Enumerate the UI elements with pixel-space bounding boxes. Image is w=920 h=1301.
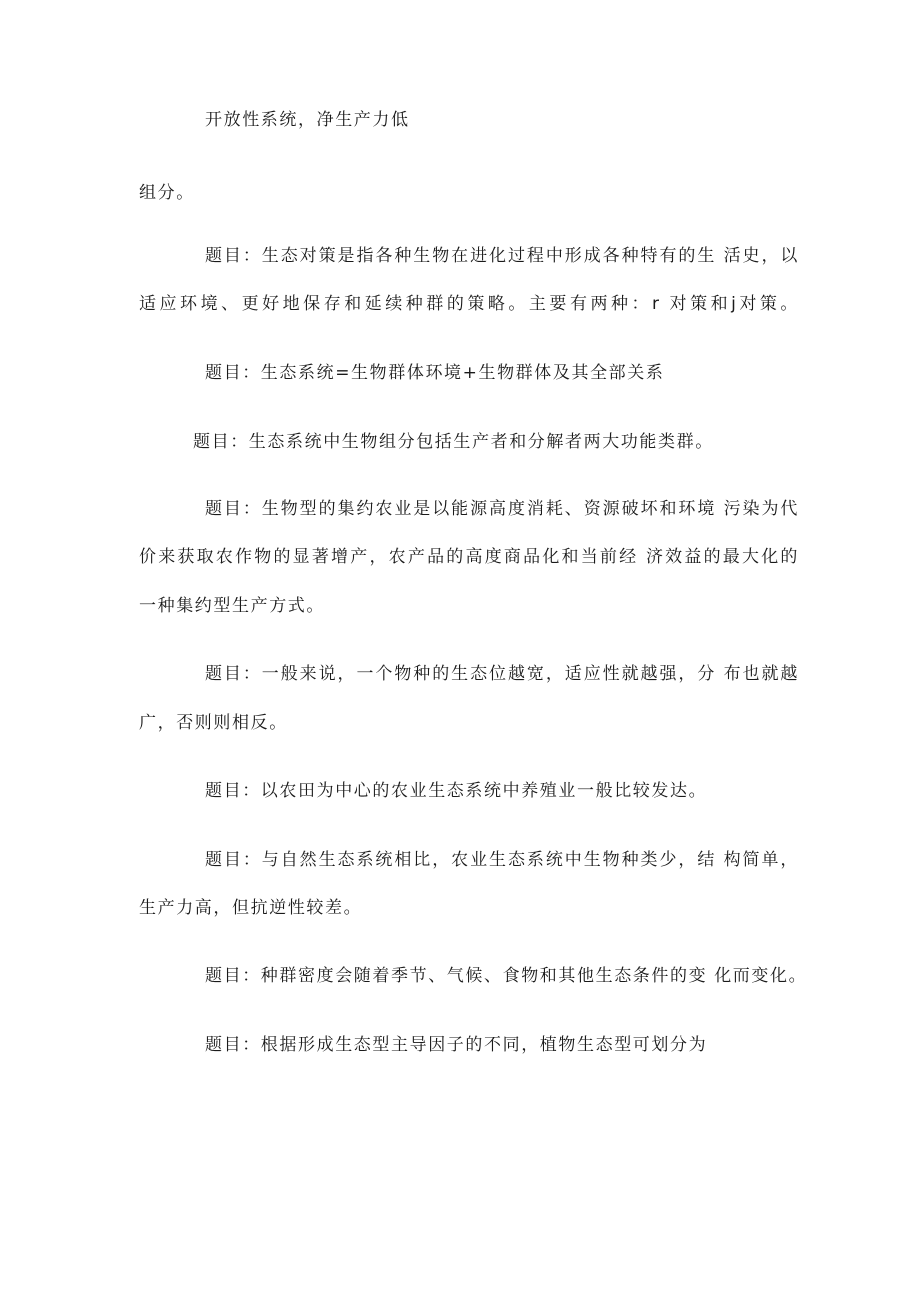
question-line: 题目：生物型的集约农业是以能源高度消耗、资源破坏和环境 污染为代 xyxy=(205,499,799,519)
question-line: 题目：一般来说，一个物种的生态位越宽，适应性就越强，分 布也就越 xyxy=(205,664,799,684)
question-line: 题目：生态系统=生物群体环境+生物群体及其全部关系 xyxy=(205,363,665,383)
question-line: 题目：与自然生态系统相比，农业生态系统中生物种类少，结 构简单， xyxy=(205,850,799,870)
text-line: 开放性系统，净生产力低 xyxy=(205,110,410,130)
text-line: 价来获取农作物的显著增产，农产品的高度商品化和当前经 济效益的最大化的 xyxy=(139,547,799,567)
text-line: 生产力高，但抗逆性较差。 xyxy=(139,898,363,918)
text-line: 适应环境、更好地保存和延续种群的策略。主要有两种：r 对策和j对策。 xyxy=(139,294,799,314)
question-line: 题目：以农田为中心的农业生态系统中养殖业一般比较发达。 xyxy=(205,781,708,801)
text-line: 一种集约型生产方式。 xyxy=(139,596,325,616)
question-line: 题目：生态系统中生物组分包括生产者和分解者两大功能类群。 xyxy=(193,432,714,452)
text-line: 组分。 xyxy=(139,183,195,203)
question-line: 题目：生态对策是指各种生物在进化过程中形成各种特有的生 活史，以 xyxy=(205,246,799,266)
question-line: 题目：根据形成生态型主导因子的不同，植物生态型可划分为 xyxy=(205,1035,708,1055)
text-line: 广，否则则相反。 xyxy=(139,713,288,733)
question-line: 题目：种群密度会随着季节、气候、食物和其他生态条件的变 化而变化。 xyxy=(205,966,808,986)
